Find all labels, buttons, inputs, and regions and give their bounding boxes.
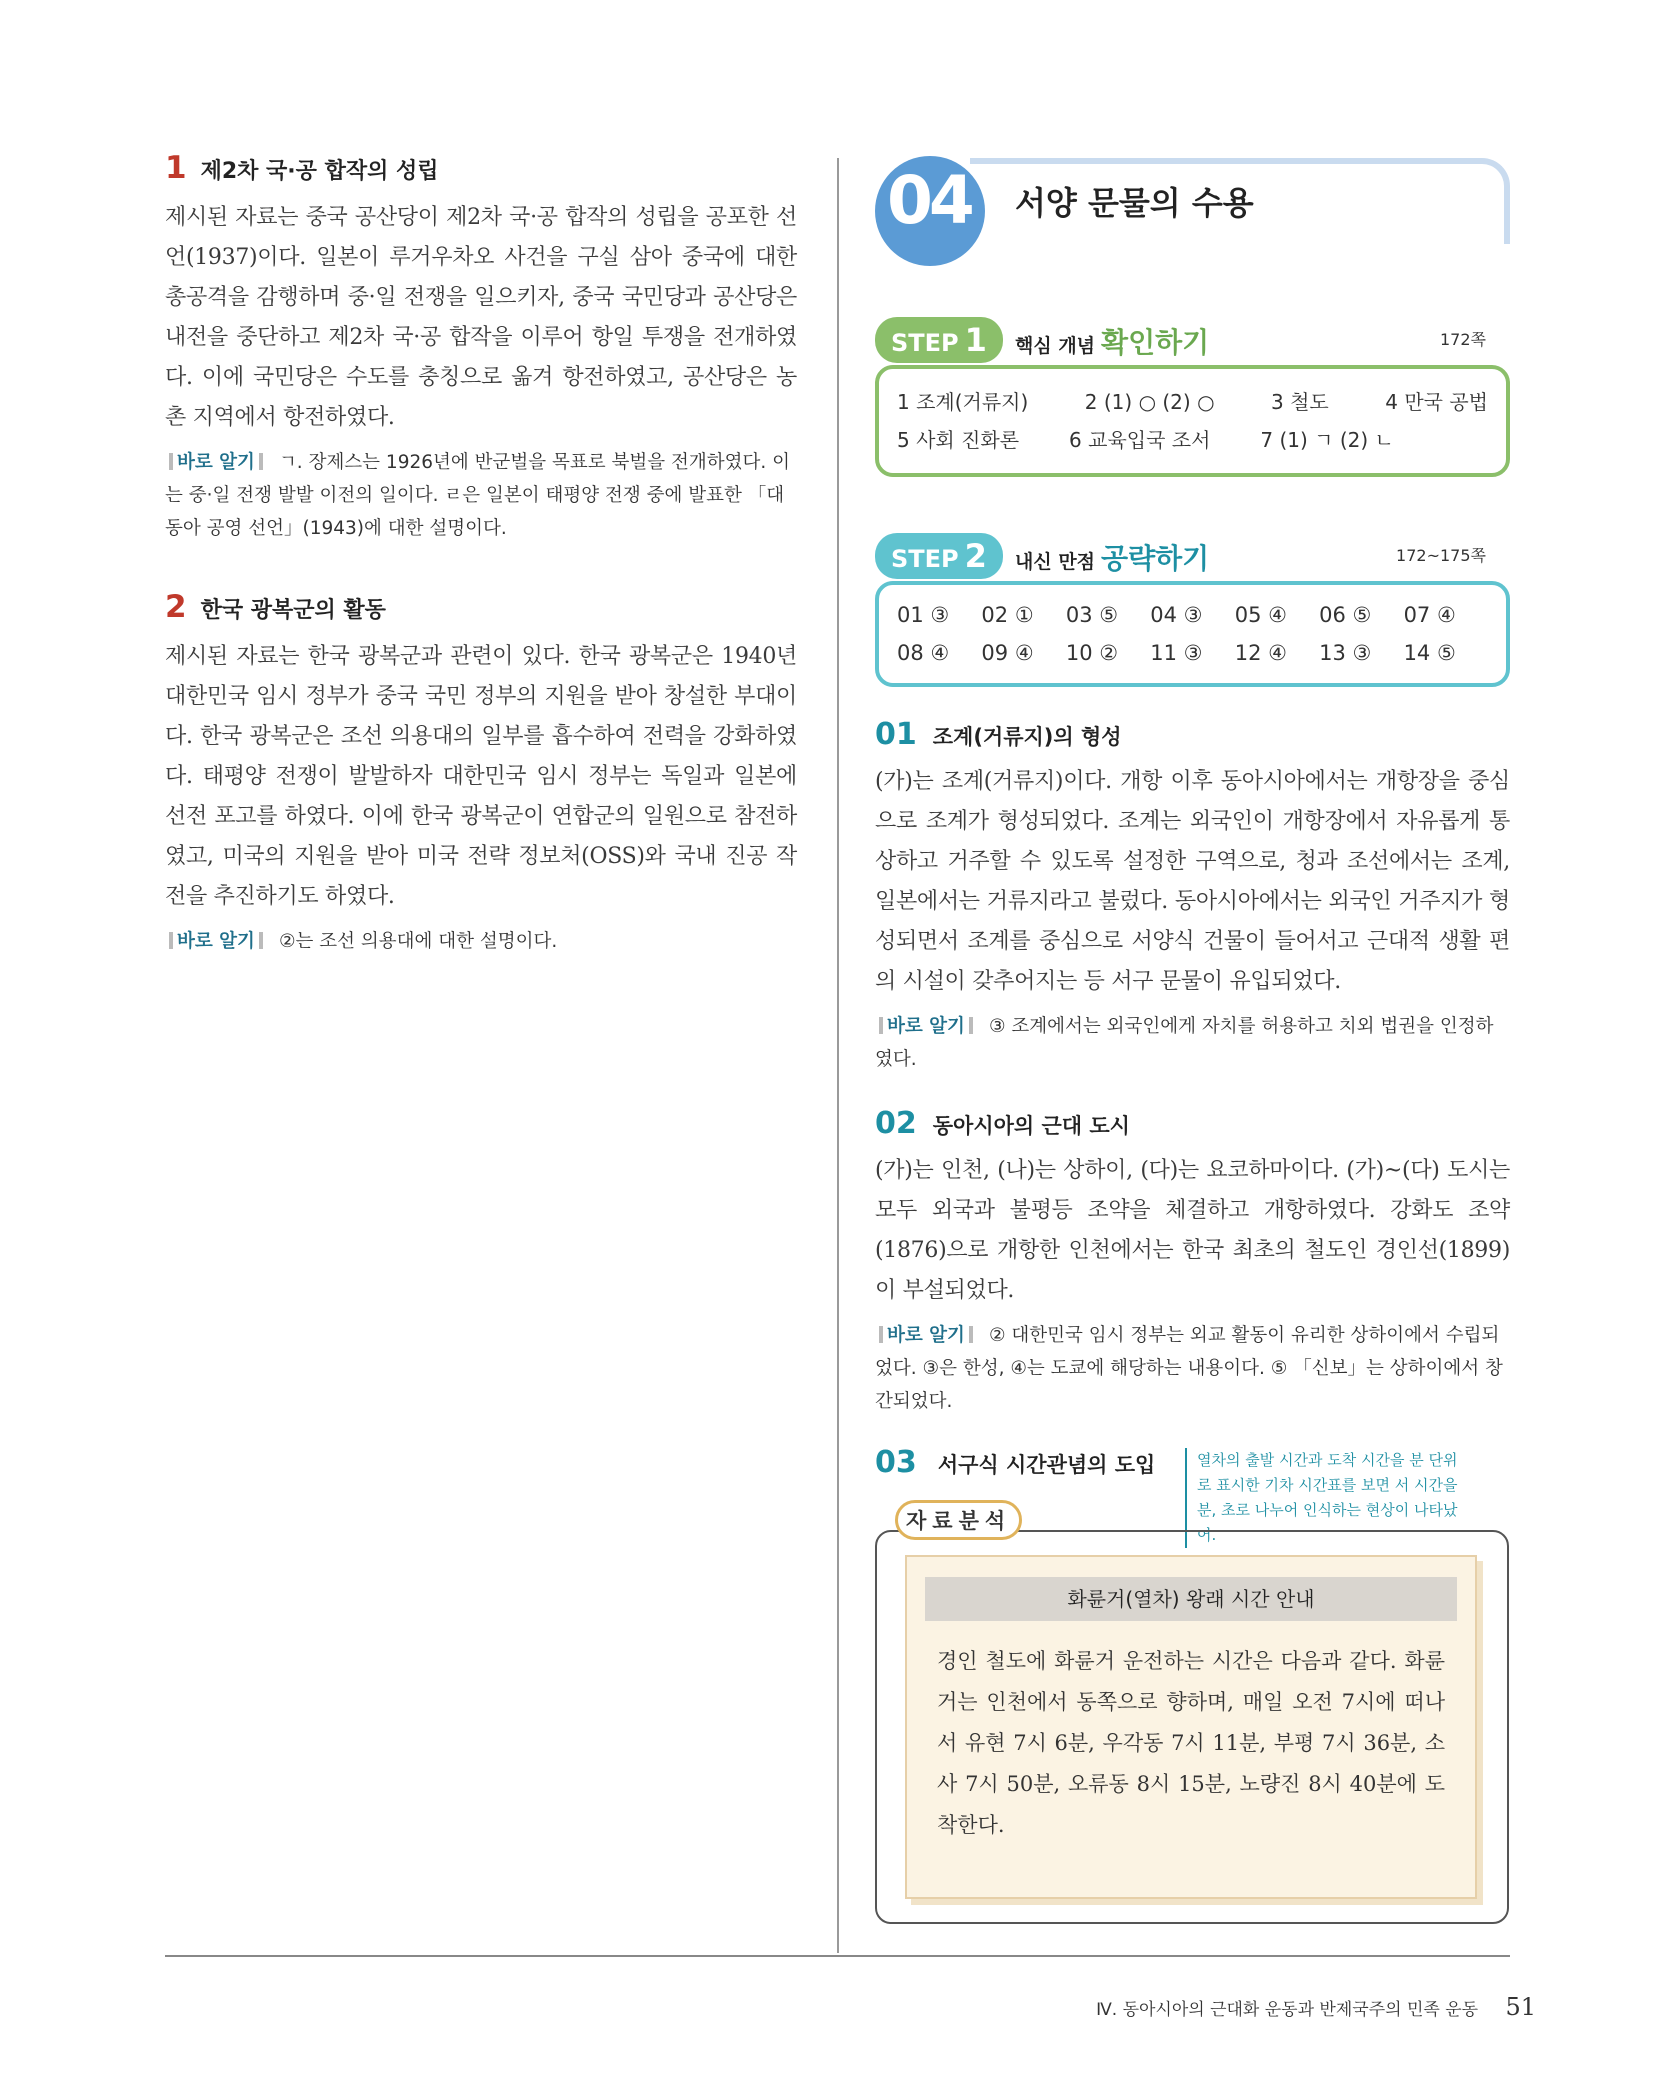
question-01-title: 조계(거류지)의 형성 — [932, 725, 1122, 749]
note-tag: 바로 알기 — [875, 1325, 977, 1346]
note-tag: 바로 알기 — [165, 452, 267, 473]
answer-item: 14 ⑤ — [1403, 641, 1456, 665]
step1-page-ref: 172쪽 — [1440, 330, 1486, 349]
answer-item: 04 ③ — [1150, 603, 1203, 627]
unit-title: 서양 문물의 수용 — [1015, 184, 1254, 222]
section-1-number: 1 — [165, 150, 187, 186]
note-text: ③ 조계에서는 외국인에게 자치를 허용하고 치외 법권을 인정하였다. — [875, 1016, 1494, 1070]
step1-answer: 6 교육입국 조서 — [1069, 428, 1211, 452]
question-03-title: 서구식 시간관념의 도입 — [937, 1453, 1156, 1477]
note-text: ㄱ. 장제스는 1926년에 반군벌을 목표로 북벌을 전개하였다. 이는 중·일 전쟁 발발 이전의 일이다. ㄹ은 일본이 태평양 전쟁 중에 발표한 「대동아 공영 선언」(1943)에 대한 설명이다. — [165, 452, 790, 539]
step1-answer: 1 조계(거류지) — [897, 390, 1029, 414]
step2-label: 내신 만점 공략하기 — [1015, 542, 1210, 575]
step1-answer: 7 (1) ㄱ (2) ㄴ — [1260, 428, 1394, 452]
question-03-heading — [875, 1445, 1155, 1480]
section-2-body: 제시된 자료는 한국 광복군과 관련이 있다. 한국 광복군은 1940년 대한민국 임시 정부가 중국 국민 정부의 지원을 받아 창설한 부대이다. 한국 광복군은 조선 의용대의 일부를 흡수하여 전력을 강화하였다. 태평양 전쟁이 발발하자 대한민국 임시 정부는 독일과 일본에 선전 포고를 하였다. 이에 한국 광복군이 연합군의 일원으로 참전하였고, 미국의 지원을 받아 미국 전략 정보처(OSS)와 국내 진공 작전을 추진하기도 하였다. — [165, 644, 797, 909]
note-tag: 바로 알기 — [165, 931, 267, 952]
step1-answer: 3 철도 — [1271, 390, 1329, 414]
step1-label: 핵심 개념 확인하기 — [1015, 326, 1210, 359]
step2-answer-box — [875, 581, 1510, 687]
source-card-body: 경인 철도에 화륜거 운전하는 시간은 다음과 같다. 화륜거는 인천에서 동쪽으로 향하며, 매일 오전 7시에 떠나서 유현 7시 6분, 우각동 7시 11분, 부평 7시 36분, 소사 7시 50분, 오류동 8시 15분, 노량진 8시 40분에 도착한다. — [937, 1649, 1445, 1837]
question-02-number: 02 — [875, 1106, 917, 1141]
source-side-note: 열차의 출발 시간과 도착 시간을 분 단위로 표시한 기차 시간표를 보면 서 시간을 분, 초로 나누어 인식하는 현상이 나타났어. — [1185, 1448, 1467, 1548]
question-02-note — [875, 1319, 1510, 1418]
column-divider — [837, 158, 839, 1953]
question-01-note — [875, 1010, 1510, 1076]
answer-item: 13 ③ — [1319, 641, 1372, 665]
left-column — [165, 150, 797, 958]
section-2-heading — [165, 589, 797, 625]
step1-section — [875, 317, 1510, 477]
unit-banner — [875, 150, 1510, 275]
page-footer — [1096, 1993, 1536, 2021]
step1-row — [897, 421, 1488, 459]
section-1-title: 제2차 국·공 합작의 성립 — [200, 159, 439, 184]
step1-answer: 4 만국 공법 — [1385, 390, 1488, 414]
question-02 — [875, 1106, 1510, 1418]
step2-section — [875, 533, 1510, 687]
note-text: ②는 조선 의용대에 대한 설명이다. — [278, 931, 558, 952]
right-column — [875, 150, 1510, 1418]
step1-row — [897, 383, 1488, 421]
question-02-title: 동아시아의 근대 도시 — [932, 1114, 1130, 1138]
answer-item: 11 ③ — [1150, 641, 1203, 665]
section-1-note — [165, 446, 797, 545]
answer-item: 08 ④ — [897, 641, 950, 665]
step1-answer: 5 사회 진화론 — [897, 428, 1020, 452]
footer-divider — [165, 1955, 1510, 1957]
answer-item: 09 ④ — [981, 641, 1034, 665]
step1-answer-box — [875, 365, 1510, 477]
answer-item: 05 ④ — [1234, 603, 1287, 627]
page-number: 51 — [1505, 1993, 1536, 2021]
question-01 — [875, 717, 1510, 1076]
source-analysis-tag: 자료분석 — [895, 1500, 1022, 1540]
note-tag: 바로 알기 — [875, 1016, 977, 1037]
section-1-heading — [165, 150, 797, 186]
question-02-heading — [875, 1106, 1510, 1141]
section-2 — [165, 589, 797, 958]
step2-answer-grid — [897, 599, 1488, 669]
source-card-title: 화륜거(열차) 왕래 시간 안내 — [925, 1577, 1457, 1621]
answer-item: 07 ④ — [1403, 603, 1456, 627]
step2-page-ref: 172~175쪽 — [1396, 546, 1486, 565]
section-1-body: 제시된 자료는 중국 공산당이 제2차 국·공 합작의 성립을 공포한 선언(1937)이다. 일본이 루거우차오 사건을 구실 삼아 중국에 대한 총공격을 감행하며 중·일 전쟁을 일으키자, 중국 국민당과 공산당은 내전을 중단하고 제2차 국·공 합작을 이루어 항일 투쟁을 전개하였다. 이에 국민당은 수도를 충칭으로 옮겨 항전하였고, 공산당은 농촌 지역에서 항전하였다. — [165, 205, 797, 430]
note-text: ② 대한민국 임시 정부는 외교 활동이 유리한 상하이에서 수립되었다. ③은 한성, ④는 도쿄에 해당하는 내용이다. ⑤ 「신보」는 상하이에서 창간되었다. — [875, 1325, 1503, 1412]
question-03-number: 03 — [875, 1445, 917, 1480]
section-2-title: 한국 광복군의 활동 — [200, 598, 386, 623]
step1-answer: 2 (1) ○ (2) ○ — [1084, 390, 1215, 414]
answer-item: 06 ⑤ — [1319, 603, 1372, 627]
question-01-body: (가)는 조계(거류지)이다. 개항 이후 동아시아에서는 개항장을 중심으로 조계가 형성되었다. 조계는 외국인이 개항장에서 자유롭게 통상하고 거주할 수 있도록 설정한 구역으로, 청과 조선에서는 조계, 일본에서는 거류지라고 불렀다. 동아시아에서는 외국인 거주지가 형성되면서 조계를 중심으로 서양식 건물이 들어서고 근대적 생활 편의 시설이 갖추어지는 등 서구 문물이 유입되었다. — [875, 769, 1510, 994]
section-2-note — [165, 925, 797, 958]
answer-item: 12 ④ — [1234, 641, 1287, 665]
unit-number: 04 — [887, 162, 971, 239]
section-2-number: 2 — [165, 589, 187, 625]
step2-badge: STEP 2 — [875, 533, 1003, 579]
answer-item: 03 ⑤ — [1065, 603, 1119, 627]
source-card — [905, 1555, 1477, 1899]
question-01-number: 01 — [875, 717, 917, 752]
question-01-heading — [875, 717, 1510, 752]
answer-item: 02 ① — [981, 603, 1034, 627]
step1-badge: STEP 1 — [875, 317, 1003, 363]
question-02-body: (가)는 인천, (나)는 상하이, (다)는 요코하마이다. (가)~(다) 도시는 모두 외국과 불평등 조약을 체결하고 개항하였다. 강화도 조약(1876)으로 개항한 인천에서는 한국 최초의 철도인 경인선(1899)이 부설되었다. — [875, 1158, 1510, 1303]
chapter-title: Ⅳ. 동아시아의 근대화 운동과 반제국주의 민족 운동 — [1096, 2000, 1479, 2020]
answer-item: 01 ③ — [897, 603, 950, 627]
section-1 — [165, 150, 797, 545]
answer-item: 10 ② — [1065, 641, 1119, 665]
